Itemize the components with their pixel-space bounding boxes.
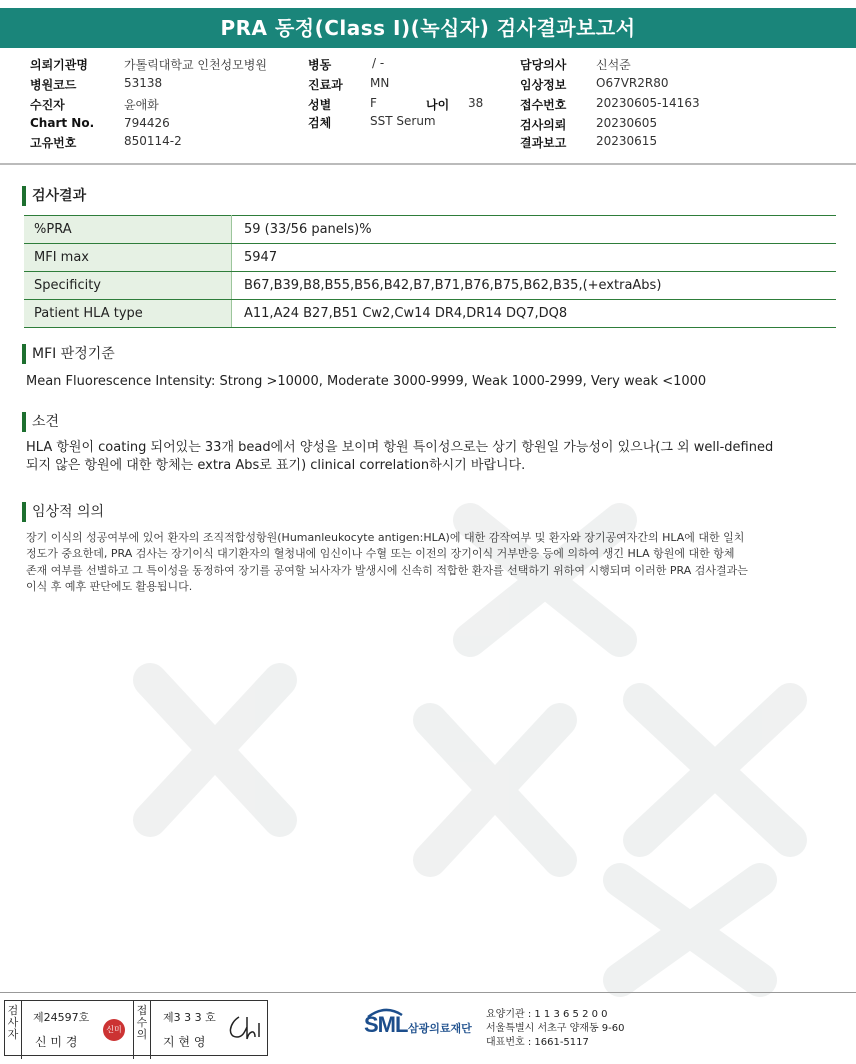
approver-signature (225, 1013, 263, 1043)
report-title: PRA 동정(Class I)(녹십자) 검사결과보고서 (0, 8, 856, 48)
clinical-line-2: 정도가 중요한데, PRA 검사는 장기이식 대기환자의 혈청내에 임신이나 수혈 또는 이전의 장기이식 거부반응 등에 의하여 생긴 HLA 항원에 대한 항체 (26, 547, 735, 560)
clinical-line-1: 장기 이식의 성공여부에 있어 환자의 조직적합성항원(Humanleukocyte antigen:HLA)에 대한 감작여부 및 환자와 장기공여자간의 HLA에 대한 일치 (26, 531, 745, 544)
section-mfi-heading: MFI 판정기준 (22, 344, 115, 364)
label-receipt-no: 접수번호 (520, 98, 567, 112)
clinical-line-3: 존재 여부를 선별하고 그 특이성을 동정하여 장기를 공여할 뇌사자가 발생시에 신속히 적합한 환자를 선택하기 위하여 시행되며 이러한 PRA 검사결과는 (26, 564, 748, 577)
value-department: MN (370, 76, 390, 90)
logo-foundation-name: 삼광의료재단 (408, 1022, 472, 1035)
row-value: 59 (33/56 panels)% (232, 216, 837, 244)
institution-code: 요양기관 : 1 1 3 6 5 2 0 0 (486, 1009, 608, 1020)
value-doctor: 신석준 (596, 58, 631, 72)
value-unique-no: 850114-2 (124, 134, 182, 148)
row-value: A11,A24 B27,B51 Cw2,Cw14 DR4,DR14 DQ7,DQ8 (232, 300, 837, 328)
institution-phone: 대표번호 : 1661-5117 (486, 1037, 589, 1048)
label-department: 진료과 (308, 78, 343, 92)
label-ward: 병동 (308, 58, 332, 72)
table-row (24, 272, 836, 300)
label-clinical-info: 임상정보 (520, 78, 567, 92)
value-chart-no: 794426 (124, 116, 170, 130)
approver-label-text: 접수의 (136, 1004, 148, 1041)
examiner-name: 신 미 경 (35, 1035, 78, 1049)
label-patient: 수진자 (30, 98, 65, 112)
value-sex: F (370, 96, 377, 110)
row-key: Patient HLA type (24, 300, 232, 328)
section-opinion-heading: 소견 (22, 412, 59, 432)
results-table (24, 215, 836, 328)
label-specimen: 검체 (308, 116, 332, 130)
row-key: MFI max (24, 244, 232, 272)
footer-divider (0, 992, 856, 993)
approver-label (133, 1001, 151, 1059)
header-divider (0, 163, 856, 165)
label-result-report: 결과보고 (520, 136, 567, 150)
label-hospital-code: 병원코드 (30, 78, 77, 92)
institution-address: 서울특별시 서초구 양재동 9-60 (486, 1023, 625, 1034)
logo-mark: SML (364, 1012, 408, 1037)
table-row (24, 216, 836, 244)
table-row (24, 244, 836, 272)
sml-logo (364, 1006, 484, 1050)
opinion-line-1: HLA 항원이 coating 되어있는 33개 bead에서 양성을 보이며 항원 특이성으로는 상기 항원일 가능성이 있으나(그 외 well-defined (26, 440, 774, 455)
patient-header (0, 54, 856, 154)
value-requesting-institution: 가톨릭대학교 인천성모병원 (124, 58, 267, 72)
signature-box (4, 1000, 268, 1056)
value-ward: / - (372, 56, 385, 70)
value-test-request: 20230605 (596, 116, 658, 130)
approver-name: 지 현 영 (163, 1035, 206, 1049)
value-result-report: 20230615 (596, 134, 658, 148)
row-value: B67,B39,B8,B55,B56,B42,B7,B71,B76,B75,B62,B35,(+extraAbs) (232, 272, 837, 300)
examiner-number: 제24597호 (33, 1011, 90, 1024)
examiner-label (5, 1001, 22, 1059)
mfi-criteria-text: Mean Fluorescence Intensity: Strong >10000, Moderate 3000-9999, Weak 1000-2999, Very weak <1000 (26, 374, 707, 389)
label-requesting-institution: 의뢰기관명 (30, 58, 88, 72)
table-row (24, 300, 836, 328)
value-patient: 윤애화 (124, 98, 159, 112)
label-unique-no: 고유번호 (30, 136, 77, 150)
row-key: Specificity (24, 272, 232, 300)
label-test-request: 검사의뢰 (520, 118, 567, 132)
label-chart-no: Chart No. (30, 116, 95, 130)
label-doctor: 담당의사 (520, 58, 567, 72)
opinion-line-2: 되지 않은 항원에 대한 항체는 extra Abs로 표기) clinical correlation하시기 바랍니다. (26, 458, 526, 473)
clinical-line-4: 이식 후 예후 판단에도 활용됩니다. (26, 580, 193, 593)
value-receipt-no: 20230605-14163 (596, 96, 700, 110)
value-clinical-info: O67VR2R80 (596, 76, 669, 90)
institution-info (486, 1008, 625, 1050)
examiner-seal: 신미경 (103, 1019, 125, 1041)
label-age: 나이 (426, 98, 450, 112)
examiner-label-text: 검사자 (7, 1004, 19, 1041)
row-key: %PRA (24, 216, 232, 244)
row-value: 5947 (232, 244, 837, 272)
section-clinical-heading: 임상적 의의 (22, 502, 104, 522)
value-specimen: SST Serum (370, 114, 436, 128)
label-sex: 성별 (308, 98, 332, 112)
value-hospital-code: 53138 (124, 76, 163, 90)
approver-number: 제3 3 3 호 (163, 1011, 216, 1024)
section-results-heading: 검사결과 (22, 186, 86, 206)
value-age: 38 (468, 96, 484, 110)
